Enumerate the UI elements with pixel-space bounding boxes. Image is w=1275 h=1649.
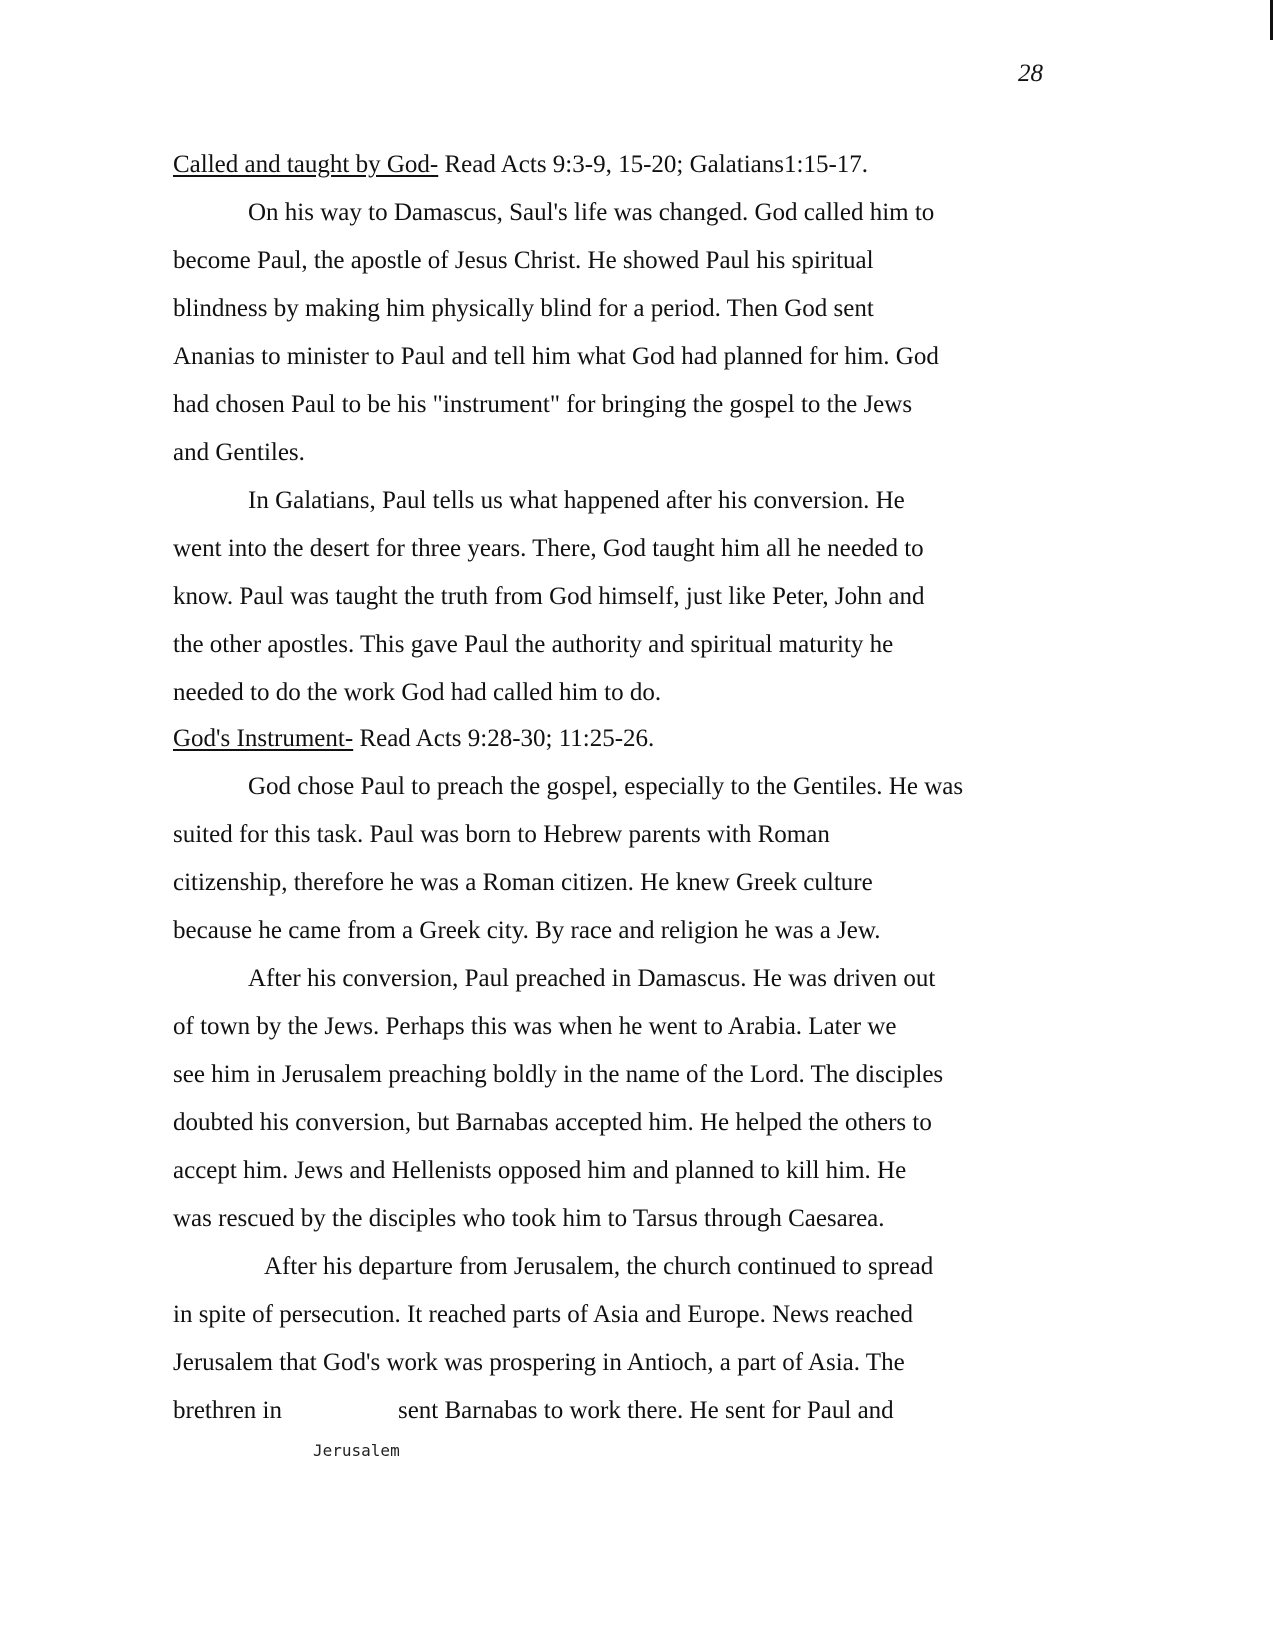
paragraph-line: Ananias to minister to Paul and tell him what God had planned for him. God [173,343,939,370]
paragraph-line: suited for this task. Paul was born to Hebrew parents with Roman [173,821,830,848]
inserted-word: Jerusalem [313,1441,400,1460]
paragraph-line: Jerusalem that God's work was prospering in Antioch, a part of Asia. The [173,1349,905,1376]
heading-reference: Read Acts 9:28-30; 11:25-26. [353,725,655,752]
paragraph-line: because he came from a Greek city. By race and religion he was a Jew. [173,917,881,944]
paragraph-line: know. Paul was taught the truth from God himself, just like Peter, John and [173,583,925,610]
paragraph-line: had chosen Paul to be his "instrument" for bringing the gospel to the Jews [173,391,913,418]
heading-title: Called and taught by God- [173,151,439,178]
paragraph-line: God chose Paul to preach the gospel, especially to the Gentiles. He was [248,773,964,800]
last-line-end: sent Barnabas to work there. He sent for Paul and [397,1397,894,1424]
paragraph-line: needed to do the work God had called him to do. [173,679,662,706]
paragraph-line: accept him. Jews and Hellenists opposed him and planned to kill him. He [173,1157,907,1184]
page-edge-line [1270,0,1273,40]
heading-title: God's Instrument- [173,725,354,752]
paragraph-line: see him in Jerusalem preaching boldly in the name of the Lord. The disciples [173,1061,944,1088]
paragraph-line: in spite of persecution. It reached parts of Asia and Europe. News reached [173,1301,914,1328]
paragraph-line: doubted his conversion, but Barnabas accepted him. He helped the others to [173,1109,932,1136]
paragraph-line: of town by the Jews. Perhaps this was when he went to Arabia. Later we [173,1013,897,1040]
section-heading-instrument [173,724,654,754]
paragraph-line: was rescued by the disciples who took him to Tarsus through Caesarea. [173,1205,885,1232]
paragraph-line: On his way to Damascus, Saul's life was changed. God called him to [248,199,935,226]
paragraph-line: blindness by making him physically blind for a period. Then God sent [173,295,874,322]
paragraph-line: citizenship, therefore he was a Roman citizen. He knew Greek culture [173,869,873,896]
paragraph-line: In Galatians, Paul tells us what happened after his conversion. He [248,487,905,514]
heading-reference: Read Acts 9:3-9, 15-20; Galatians1:15-17. [438,151,869,178]
paragraph-line: and Gentiles. [173,439,305,466]
paragraph-line: After his departure from Jerusalem, the church continued to spread [264,1253,934,1280]
paragraph-line-last [173,1396,894,1426]
paragraph-line: the other apostles. This gave Paul the authority and spiritual maturity he [173,631,894,658]
paragraph-line: went into the desert for three years. There, God taught him all he needed to [173,535,924,562]
page-number: 28 [1018,60,1043,87]
paragraph-line: After his conversion, Paul preached in Damascus. He was driven out [248,965,936,992]
section-heading-called [173,150,868,180]
last-line-start: brethren in [173,1397,282,1424]
paragraph-line: become Paul, the apostle of Jesus Christ. He showed Paul his spiritual [173,247,874,274]
